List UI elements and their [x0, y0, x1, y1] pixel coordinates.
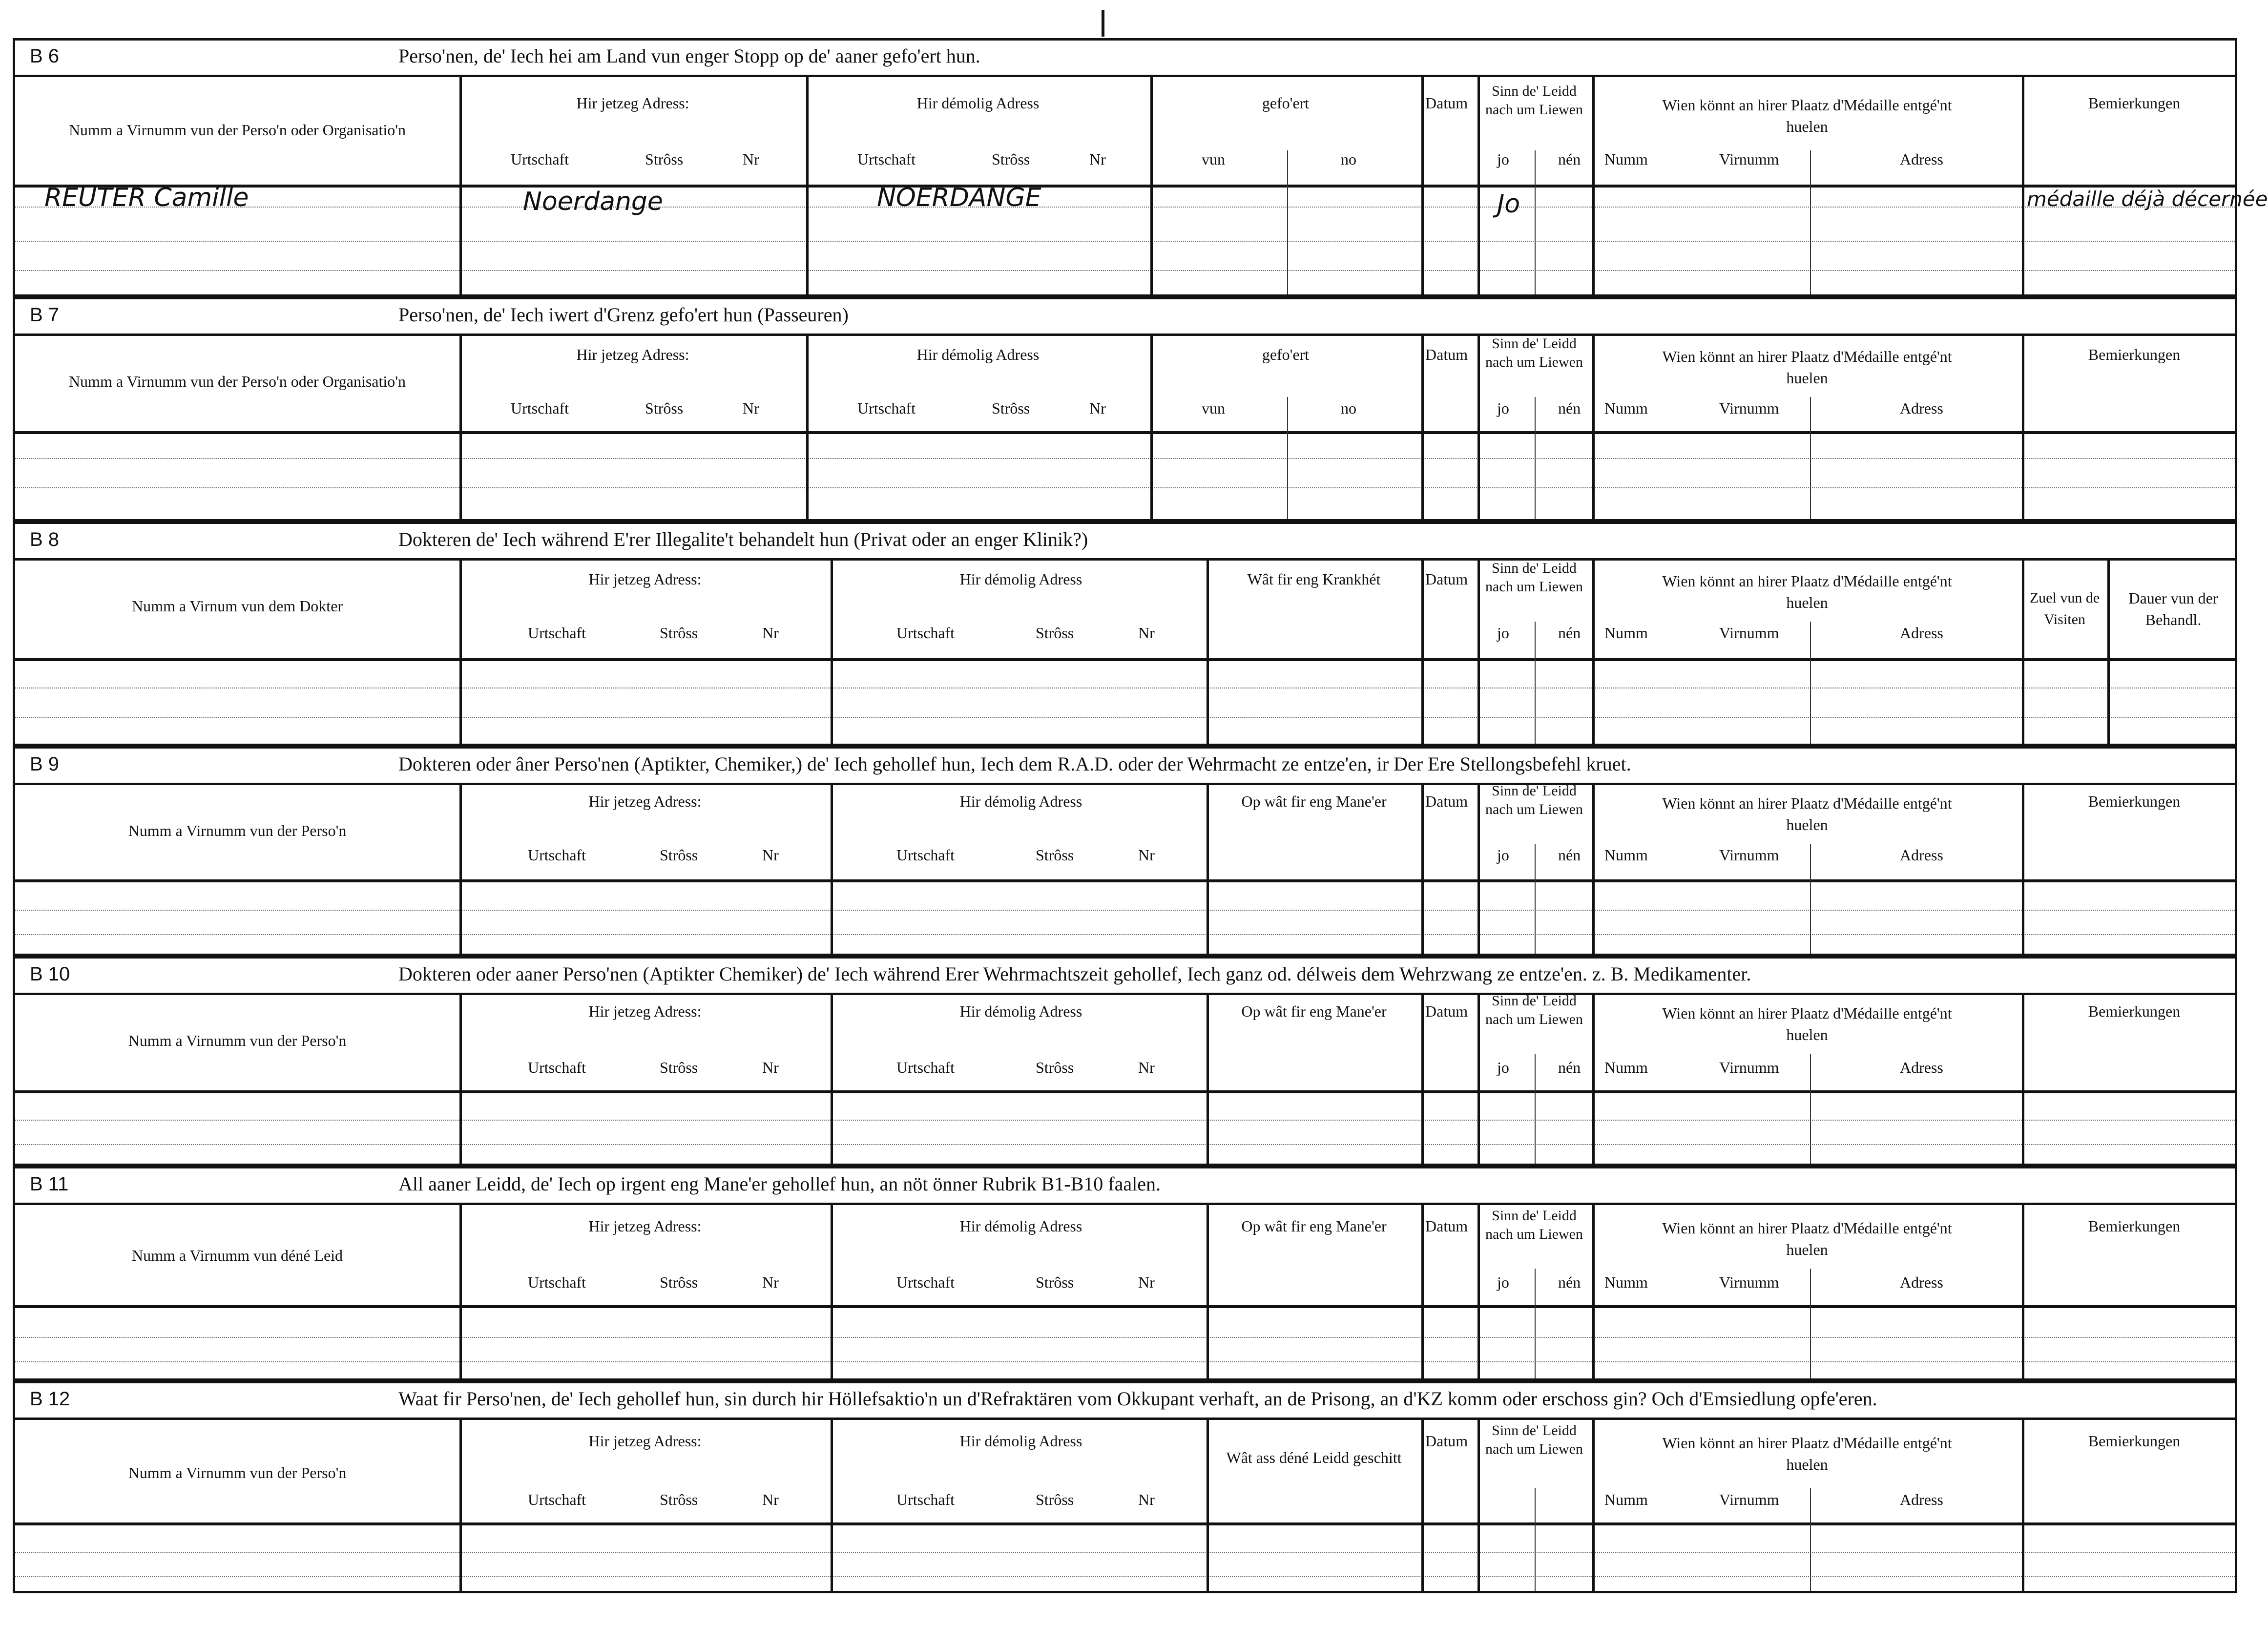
section-b11: B 11 All aaner Leidd, de' Iech op irgent eng Mane'er gehollef hun, an nöt önner Rubrik B1-B10 faalen. Numm a Virnumm vun déné Leid Hir jetzeg Adress: Urtschaft Strôss Nr Hir démolig Adress Urtschaft Strôss Nr Op wât fir eng Mane'er Datum Sinn de' Leidd nach um Liewen jo nén Wien könnt an hirer Plaatz d'Médaille entgé'nt huelen Numm Virnumm Adress Bemierkungen	[13, 1166, 2237, 1381]
what-happened-header: Wât ass déné Leidd geschitt	[1226, 1449, 1402, 1466]
section-b12: B 12 Waat fir Perso'nen, de' Iech gehollef hun, sin durch hir Höllefsaktio'n un d'Refraktären vom Okkupant verhaft, an de Prisong, an d'KZ komm oder erschoss gin? Och d'Emsiedlung opfe'eren. Numm a Virnumm vun der Perso'n Hir jetzeg Adress: Urtschaft Strôss Nr Hir démolig Adress Urtschaft Strôss Nr Wât ass déné Leidd geschitt Datum Sinn de' Leidd nach um Liewen Wien könnt an hirer Plaatz d'Médaille entgé'nt huelen Numm Virnumm Adress Bemierkungen	[13, 1381, 2237, 1593]
entry-name: REUTER Camille	[44, 183, 249, 212]
alive-header: Sinn de' Leidd nach um Liewen	[1485, 83, 1583, 118]
section-title: All aaner Leidd, de' Iech op irgent eng Mane'er gehollef hun, an nöt önner Rubrik B1-B10 faalen.	[398, 1173, 1161, 1195]
entry-alive-yes: Jo	[1497, 189, 1520, 219]
name-header: Numm a Virnum vun dem Dokter	[131, 597, 343, 615]
entry-current-address: Noerdange	[523, 187, 663, 216]
name-header: Numm a Virnumm vun déné Leid	[131, 1247, 343, 1264]
manner-header: Op wât fir eng Mane'er	[1241, 792, 1387, 810]
name-header: Numm a Virnumm vun der Perso'n	[128, 1464, 347, 1481]
name-header: Numm a Virnumm vun der Perso'n oder Organisatio'n	[68, 373, 406, 390]
section-title: Dokteren de' Iech während E'rer Illegalite't behandelt hun (Privat oder an enger Klinik?)	[398, 528, 1088, 550]
date-header: Datum	[1425, 94, 1468, 112]
name-header: Numm a Virnumm vun der Perso'n	[128, 822, 347, 839]
section-code: B 10	[30, 963, 70, 985]
section-b8-title-bar	[15, 524, 2235, 561]
section-b6-title-bar	[15, 41, 2235, 77]
former-address-header: Hir démolig Adress	[916, 94, 1040, 112]
medal-header: Wien könnt an hirer Plaatz d'Médaille entgé'nt huelen	[1662, 96, 1952, 135]
section-code: B 9	[30, 753, 60, 775]
section-title: Waat fir Perso'nen, de' Iech gehollef hun, sin durch hir Höllefsaktio'n un d'Refraktären vom Okkupant verhaft, an de Prisong, an d'KZ komm oder erschoss gin? Och d'Emsiedlung opfe'eren.	[398, 1388, 1877, 1410]
name-header: Numm a Virnumm vun der Perso'n	[128, 1032, 347, 1049]
remarks-header: Bemierkungen	[2088, 94, 2181, 112]
entry-former-address: NOERDANGE	[877, 183, 1041, 212]
section-b9-title-bar	[15, 749, 2235, 785]
section-b10: B 10 Dokteren oder aaner Perso'nen (Aptikter Chemiker) de' Iech während Erer Wehrmachtszeit gehollef, Iech ganz od. délweis dem Wehrzwang ze entze'en. z. B. Medikamenter. Numm a Virnumm vun der Perso'n Hir jetzeg Adress: Urtschaft Strôss Nr Hir démolig Adress Urtschaft Strôss Nr Op wât fir eng Mane'er Datum Sinn de' Leidd nach um Liewen jo nén Wien könnt an hirer Plaatz d'Médaille entgé'nt huelen Numm Virnumm Adress Bemierkungen	[13, 956, 2237, 1166]
section-code: B 6	[30, 45, 60, 67]
transported-header: gefo'ert	[1262, 94, 1310, 112]
top-mark	[1102, 10, 1104, 37]
section-title: Perso'nen, de' Iech iwert d'Grenz gefo'ert hun (Passeuren)	[398, 304, 849, 326]
illness-header: Wât fir eng Krankhét	[1247, 570, 1381, 588]
section-b6: B 6 Perso'nen, de' Iech hei am Land vun enger Stopp op de' aaner gefo'ert hun. Numm a Virnumm vun der Perso'n oder Organisatio'n Hir jetzeg Adress: Urtschaft Strôss Nr Hir démolig Adress Urtschaft Strôss Nr gefo'ert vun no Datum Sinn de' Leidd nach um Liewen jo nén Wien könnt an hirer Plaatz d'Médaille entgé'nt huelen Numm Virnumm Adress Bemierkungen REUTER Camille Noerdange NOERDANGE Jo médaille déjà décernée	[13, 38, 2237, 297]
visits-header: Zuel vun de Visiten	[2029, 590, 2100, 627]
entry-remarks: médaille déjà décernée	[2027, 187, 2268, 211]
section-code: B 7	[30, 304, 60, 326]
section-code: B 11	[30, 1173, 69, 1195]
section-b9: B 9 Dokteren oder âner Perso'nen (Aptikter, Chemiker,) de' Iech gehollef hun, Iech dem R.A.D. oder der Wehrmacht ze entze'en, ir Der Ere Stellongsbefehl kruet. Numm a Virnumm vun der Perso'n Hir jetzeg Adress: Urtschaft Strôss Nr Hir démolig Adress Urtschaft Strôss Nr Op wât fir eng Mane'er Datum Sinn de' Leidd nach um Liewen jo nén Wien könnt an hirer Plaatz d'Médaille entgé'nt huelen Numm Virnumm Adress Bemierkungen	[13, 746, 2237, 956]
section-b7: B 7 Perso'nen, de' Iech iwert d'Grenz gefo'ert hun (Passeuren) Numm a Virnumm vun der Perso'n oder Organisatio'n Hir jetzeg Adress: Urtschaft Strôss Nr Hir démolig Adress Urtschaft Strôss Nr gefo'ert vun no Datum Sinn de' Leidd nach um Liewen jo nén Wien könnt an hirer Plaatz d'Médaille entgé'nt huelen Numm Virnumm Adress Bemierkungen	[13, 297, 2237, 521]
name-header: Numm a Virnumm vun der Perso'n oder Organisatio'n	[68, 121, 406, 139]
section-b8: B 8 Dokteren de' Iech während E'rer Illegalite't behandelt hun (Privat oder an enger Klinik?) Numm a Virnum vun dem Dokter Hir jetzeg Adress: Urtschaft Strôss Nr Hir démolig Adress Urtschaft Strôss Nr Wât fir eng Krankhét Datum Sinn de' Leidd nach um Liewen jo nén Wien könnt an hirer Plaatz d'Médaille entgé'nt huelen Numm Virnumm Adress Zuel vun de Visiten Dauer vun der Behandl.	[13, 521, 2237, 746]
section-title: Dokteren oder aaner Perso'nen (Aptikter Chemiker) de' Iech während Erer Wehrmachtszeit gehollef, Iech ganz od. délweis dem Wehrzwang ze entze'en. z. B. Medikamenter.	[398, 963, 1751, 985]
section-b10-title-bar	[15, 959, 2235, 995]
section-b7-title-bar	[15, 299, 2235, 336]
section-code: B 8	[30, 529, 60, 550]
current-address-header: Hir jetzeg Adress:	[576, 94, 689, 112]
section-title: Dokteren oder âner Perso'nen (Aptikter, Chemiker,) de' Iech gehollef hun, Iech dem R.A.D. oder der Wehrmacht ze entze'en, ir Der Ere Stellongsbefehl kruet.	[398, 753, 1631, 775]
section-b12-title-bar	[15, 1383, 2235, 1420]
duration-header: Dauer vun der Behandl.	[2128, 589, 2218, 628]
section-b11-title-bar	[15, 1168, 2235, 1205]
section-code: B 12	[30, 1388, 70, 1410]
section-title: Perso'nen, de' Iech hei am Land vun enger Stopp op de' aaner gefo'ert hun.	[398, 45, 980, 67]
